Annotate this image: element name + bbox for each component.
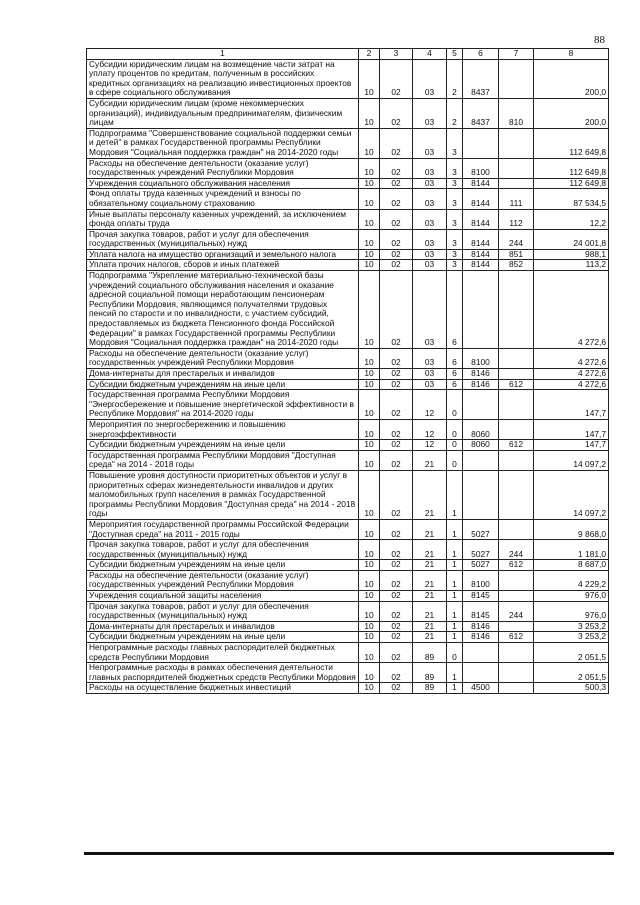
row-amount: 4 272,6 (534, 369, 609, 380)
code-expense-type (499, 470, 534, 519)
row-name: Мероприятия государственной программы Российской Федерации "Доступная среда" на 2011 - 2015 годы (87, 519, 359, 539)
row-amount: 14 097,2 (534, 450, 609, 470)
code-program: 03 (413, 209, 447, 229)
code-subsection: 02 (380, 601, 413, 621)
code-subsection: 02 (380, 348, 413, 368)
row-amount: 1 181,0 (534, 540, 609, 560)
row-amount: 2 051,5 (534, 643, 609, 663)
code-subprogram: 0 (447, 419, 463, 439)
code-subsection: 02 (380, 98, 413, 128)
col-header-6: 6 (463, 49, 499, 60)
row-name: Прочая закупка товаров, работ и услуг для обеспечения государственных (муниципальных) нужд (87, 601, 359, 621)
code-direction: 8144 (463, 249, 499, 260)
code-program: 12 (413, 390, 447, 420)
code-subprogram: 3 (447, 128, 463, 158)
code-program: 03 (413, 369, 447, 380)
code-subprogram: 1 (447, 591, 463, 602)
code-subsection: 02 (380, 560, 413, 571)
code-subsection: 02 (380, 189, 413, 209)
code-subsection: 02 (380, 643, 413, 663)
code-program: 03 (413, 379, 447, 390)
row-name: Подпрограмма "Совершенствование социальной поддержки семьи и детей" в рамках Государственной программы Республики Мордовия "Социальная поддержка граждан" на 2014-2020 годы (87, 128, 359, 158)
code-section: 10 (359, 519, 380, 539)
code-direction (463, 128, 499, 158)
code-expense-type (499, 450, 534, 470)
code-subprogram: 6 (447, 369, 463, 380)
code-section: 10 (359, 591, 380, 602)
code-subsection: 02 (380, 519, 413, 539)
table-row (87, 229, 609, 249)
table-row (87, 209, 609, 229)
row-name: Субсидии юридическим лицам на возмещение части затрат на уплату процентов по кредитам, полученным в российских кредитных организациях на реализацию инвестиционных проектов в сфере социального обслуживания (87, 59, 359, 98)
code-subprogram: 3 (447, 229, 463, 249)
code-expense-type (499, 59, 534, 98)
code-subprogram: 1 (447, 621, 463, 632)
row-name: Учреждения социального обслуживания населения (87, 178, 359, 189)
code-direction (463, 271, 499, 349)
row-name: Уплата прочих налогов, сборов и иных платежей (87, 260, 359, 271)
code-subsection: 02 (380, 419, 413, 439)
row-name: Государственная программа Республики Мордовия "Энергосбережение и повышение энергетической эффективности в Республике Мордовия" на 2014-2020 годы (87, 390, 359, 420)
code-direction: 4500 (463, 683, 499, 694)
code-subprogram: 1 (447, 601, 463, 621)
code-program: 03 (413, 178, 447, 189)
row-amount: 200,0 (534, 59, 609, 98)
code-subsection: 02 (380, 621, 413, 632)
row-amount: 2 051,5 (534, 663, 609, 683)
code-section: 10 (359, 683, 380, 694)
code-direction: 5027 (463, 519, 499, 539)
code-section: 10 (359, 260, 380, 271)
col-header-3: 3 (380, 49, 413, 60)
code-direction: 8145 (463, 601, 499, 621)
code-direction: 8144 (463, 178, 499, 189)
code-direction (463, 470, 499, 519)
code-section: 10 (359, 632, 380, 643)
row-name: Учреждения социальной защиты населения (87, 591, 359, 602)
table-row (87, 419, 609, 439)
row-amount: 4 272,6 (534, 379, 609, 390)
code-subprogram: 2 (447, 59, 463, 98)
code-expense-type (499, 683, 534, 694)
code-section: 10 (359, 369, 380, 380)
table-row (87, 189, 609, 209)
code-direction (463, 643, 499, 663)
code-subsection: 02 (380, 59, 413, 98)
row-name: Государственная программа Республики Мордовия "Доступная среда" на 2014 - 2018 годы (87, 450, 359, 470)
row-amount: 200,0 (534, 98, 609, 128)
col-header-4: 4 (413, 49, 447, 60)
row-name: Прочая закупка товаров, работ и услуг для обеспечения государственных (муниципальных) нужд (87, 229, 359, 249)
row-name: Расходы на осуществление бюджетных инвестиций (87, 683, 359, 694)
row-amount: 976,0 (534, 591, 609, 602)
code-subprogram: 3 (447, 189, 463, 209)
code-section: 10 (359, 470, 380, 519)
code-section: 10 (359, 419, 380, 439)
code-program: 21 (413, 570, 447, 590)
table-row (87, 519, 609, 539)
code-direction (463, 390, 499, 420)
code-expense-type: 852 (499, 260, 534, 271)
code-subprogram: 3 (447, 209, 463, 229)
code-subsection: 02 (380, 178, 413, 189)
code-subsection: 02 (380, 591, 413, 602)
code-direction: 8144 (463, 189, 499, 209)
code-subsection: 02 (380, 663, 413, 683)
code-subprogram: 1 (447, 470, 463, 519)
row-amount: 112 649,8 (534, 128, 609, 158)
table-row (87, 621, 609, 632)
code-direction: 8145 (463, 591, 499, 602)
table-row (87, 128, 609, 158)
code-subsection: 02 (380, 158, 413, 178)
code-section: 10 (359, 560, 380, 571)
code-expense-type (499, 271, 534, 349)
code-direction: 8060 (463, 440, 499, 451)
budget-table (86, 48, 609, 694)
table-row (87, 271, 609, 349)
code-program: 03 (413, 229, 447, 249)
row-amount: 9 868,0 (534, 519, 609, 539)
row-name: Субсидии юридическим лицам (кроме некоммерческих организаций), индивидуальным предпринимателям, физическим лицам (87, 98, 359, 128)
code-subsection: 02 (380, 229, 413, 249)
table-row (87, 440, 609, 451)
code-subprogram: 1 (447, 683, 463, 694)
code-subprogram: 0 (447, 450, 463, 470)
code-section: 10 (359, 59, 380, 98)
code-expense-type (499, 128, 534, 158)
code-program: 21 (413, 621, 447, 632)
table-row (87, 450, 609, 470)
row-name: Расходы на обеспечение деятельности (оказание услуг) государственных учреждений Республики Мордовия (87, 158, 359, 178)
row-name: Субсидии бюджетным учреждениям на иные цели (87, 440, 359, 451)
code-subprogram: 0 (447, 440, 463, 451)
code-program: 03 (413, 59, 447, 98)
code-subsection: 02 (380, 271, 413, 349)
table-row (87, 369, 609, 380)
code-program: 21 (413, 591, 447, 602)
table-row (87, 601, 609, 621)
code-subprogram: 1 (447, 540, 463, 560)
code-direction: 8437 (463, 59, 499, 98)
code-direction: 8146 (463, 632, 499, 643)
code-expense-type: 244 (499, 540, 534, 560)
code-direction: 8060 (463, 419, 499, 439)
code-subprogram: 3 (447, 249, 463, 260)
row-name: Расходы на обеспечение деятельности (оказание услуг) государственных учреждений Республики Мордовия (87, 348, 359, 368)
code-expense-type (499, 348, 534, 368)
code-direction: 8100 (463, 570, 499, 590)
code-program: 21 (413, 540, 447, 560)
code-direction: 8146 (463, 369, 499, 380)
code-expense-type: 612 (499, 379, 534, 390)
row-amount: 4 272,6 (534, 271, 609, 349)
bottom-rule (84, 852, 614, 855)
row-amount: 113,2 (534, 260, 609, 271)
table-row (87, 632, 609, 643)
row-amount: 4 272,6 (534, 348, 609, 368)
code-subsection: 02 (380, 249, 413, 260)
code-program: 21 (413, 450, 447, 470)
table-row (87, 260, 609, 271)
table-row (87, 683, 609, 694)
code-section: 10 (359, 601, 380, 621)
code-expense-type: 612 (499, 632, 534, 643)
code-section: 10 (359, 229, 380, 249)
code-program: 89 (413, 683, 447, 694)
code-section: 10 (359, 128, 380, 158)
code-expense-type (499, 158, 534, 178)
row-amount: 87 534,5 (534, 189, 609, 209)
header-row (87, 49, 609, 60)
code-section: 10 (359, 379, 380, 390)
table-row (87, 249, 609, 260)
row-amount: 112 649,8 (534, 158, 609, 178)
code-expense-type (499, 369, 534, 380)
code-program: 21 (413, 519, 447, 539)
code-expense-type (499, 178, 534, 189)
code-section: 10 (359, 570, 380, 590)
row-amount: 988,1 (534, 249, 609, 260)
code-subprogram: 6 (447, 271, 463, 349)
code-direction: 8144 (463, 209, 499, 229)
row-name: Подпрограмма "Укрепление материально-технической базы учреждений социального обслуживания населения и оказание адресной социальной помощи неработающим пенсионерам Республики Мордовия, являющимся получателями трудовых пенсий по старости и по инвалидности, с участием субсидий, предоставляемых из бюджета Пенсионного фонда Российской Федерации" в рамках Государственной программы Республики Мордовия "Социальная поддержка граждан" на 2014-2020 годы (87, 271, 359, 349)
code-expense-type (499, 591, 534, 602)
code-program: 03 (413, 260, 447, 271)
row-name: Непрограммные расходы главных распорядителей бюджетных средств Республики Мордовия (87, 643, 359, 663)
code-subprogram: 1 (447, 519, 463, 539)
code-section: 10 (359, 663, 380, 683)
code-expense-type: 244 (499, 229, 534, 249)
code-expense-type (499, 663, 534, 683)
code-section: 10 (359, 98, 380, 128)
row-amount: 147,7 (534, 390, 609, 420)
table-row (87, 643, 609, 663)
code-program: 89 (413, 643, 447, 663)
code-subsection: 02 (380, 440, 413, 451)
table-row (87, 158, 609, 178)
code-subprogram: 6 (447, 379, 463, 390)
col-header-7: 7 (499, 49, 534, 60)
table-row (87, 570, 609, 590)
code-program: 03 (413, 158, 447, 178)
code-subprogram: 3 (447, 178, 463, 189)
table-row (87, 390, 609, 420)
code-subsection: 02 (380, 540, 413, 560)
code-section: 10 (359, 348, 380, 368)
code-section: 10 (359, 440, 380, 451)
col-header-1: 1 (87, 49, 359, 60)
code-program: 89 (413, 663, 447, 683)
code-expense-type (499, 519, 534, 539)
code-direction: 8144 (463, 260, 499, 271)
table-body (87, 59, 609, 693)
code-subsection: 02 (380, 260, 413, 271)
code-subsection: 02 (380, 369, 413, 380)
row-amount: 24 001,8 (534, 229, 609, 249)
row-name: Субсидии бюджетным учреждениям на иные цели (87, 560, 359, 571)
code-program: 21 (413, 632, 447, 643)
code-direction: 8100 (463, 348, 499, 368)
code-section: 10 (359, 249, 380, 260)
table-row (87, 470, 609, 519)
code-direction: 8100 (463, 158, 499, 178)
code-program: 12 (413, 419, 447, 439)
row-name: Расходы на обеспечение деятельности (оказание услуг) государственных учреждений Республики Мордовия (87, 570, 359, 590)
code-program: 12 (413, 440, 447, 451)
row-amount: 500,3 (534, 683, 609, 694)
row-amount: 112 649,8 (534, 178, 609, 189)
code-section: 10 (359, 158, 380, 178)
code-subsection: 02 (380, 379, 413, 390)
code-expense-type (499, 419, 534, 439)
code-program: 03 (413, 189, 447, 209)
code-subprogram: 1 (447, 570, 463, 590)
col-header-8: 8 (534, 49, 609, 60)
code-section: 10 (359, 390, 380, 420)
code-subprogram: 2 (447, 98, 463, 128)
row-name: Иные выплаты персоналу казенных учреждений, за исключением фонда оплаты труда (87, 209, 359, 229)
table-row (87, 178, 609, 189)
code-section: 10 (359, 178, 380, 189)
code-program: 03 (413, 98, 447, 128)
code-direction: 5027 (463, 540, 499, 560)
code-program: 03 (413, 348, 447, 368)
code-section: 10 (359, 643, 380, 663)
code-program: 21 (413, 560, 447, 571)
row-name: Субсидии бюджетным учреждениям на иные цели (87, 632, 359, 643)
table-row (87, 663, 609, 683)
code-subprogram: 0 (447, 643, 463, 663)
row-amount: 3 253,2 (534, 621, 609, 632)
row-amount: 147,7 (534, 419, 609, 439)
code-expense-type: 244 (499, 601, 534, 621)
code-direction: 8437 (463, 98, 499, 128)
code-expense-type: 851 (499, 249, 534, 260)
table-row (87, 591, 609, 602)
table-row (87, 560, 609, 571)
code-direction: 8144 (463, 229, 499, 249)
code-program: 21 (413, 601, 447, 621)
row-name: Субсидии бюджетным учреждениям на иные цели (87, 379, 359, 390)
code-subsection: 02 (380, 209, 413, 229)
code-section: 10 (359, 540, 380, 560)
code-subprogram: 1 (447, 632, 463, 643)
row-amount: 12,2 (534, 209, 609, 229)
row-name: Дома-интернаты для престарелых и инвалидов (87, 621, 359, 632)
table-row (87, 59, 609, 98)
row-amount: 3 253,2 (534, 632, 609, 643)
code-section: 10 (359, 209, 380, 229)
row-name: Дома-интернаты для престарелых и инвалидов (87, 369, 359, 380)
code-direction: 5027 (463, 560, 499, 571)
code-subsection: 02 (380, 470, 413, 519)
code-section: 10 (359, 621, 380, 632)
code-section: 10 (359, 450, 380, 470)
code-expense-type (499, 570, 534, 590)
row-name: Уплата налога на имущество организаций и земельного налога (87, 249, 359, 260)
code-expense-type: 112 (499, 209, 534, 229)
row-name: Фонд оплаты труда казенных учреждений и взносы по обязательному социальному страхованию (87, 189, 359, 209)
row-name: Прочая закупка товаров, работ и услуг для обеспечения государственных (муниципальных) нужд (87, 540, 359, 560)
code-expense-type (499, 643, 534, 663)
code-direction (463, 450, 499, 470)
code-expense-type: 612 (499, 560, 534, 571)
code-program: 03 (413, 249, 447, 260)
code-section: 10 (359, 271, 380, 349)
code-subprogram: 3 (447, 260, 463, 271)
code-subsection: 02 (380, 390, 413, 420)
code-expense-type: 111 (499, 189, 534, 209)
code-subsection: 02 (380, 570, 413, 590)
code-subprogram: 3 (447, 158, 463, 178)
code-subprogram: 6 (447, 348, 463, 368)
row-name: Мероприятия по энергосбережению и повышению энергоэффективности (87, 419, 359, 439)
page-number: 88 (594, 34, 605, 46)
code-expense-type: 612 (499, 440, 534, 451)
col-header-5: 5 (447, 49, 463, 60)
code-subprogram: 1 (447, 663, 463, 683)
code-expense-type: 810 (499, 98, 534, 128)
row-amount: 147,7 (534, 440, 609, 451)
row-amount: 4 229,2 (534, 570, 609, 590)
code-direction: 8146 (463, 379, 499, 390)
row-name: Непрограммные расходы в рамках обеспечения деятельности главных распорядителей бюджетных средств Республики Мордовия (87, 663, 359, 683)
code-program: 03 (413, 128, 447, 158)
code-subprogram: 0 (447, 390, 463, 420)
code-expense-type (499, 621, 534, 632)
row-amount: 14 097,2 (534, 470, 609, 519)
code-direction: 8146 (463, 621, 499, 632)
row-name: Повышение уровня доступности приоритетных объектов и услуг в приоритетных сферах жизнедеятельности инвалидов и других маломобильных групп населения в рамках Государственной программы Республики Мордовия "Доступная среда" на 2014 - 2018 годы (87, 470, 359, 519)
col-header-2: 2 (359, 49, 380, 60)
code-subsection: 02 (380, 450, 413, 470)
code-program: 03 (413, 271, 447, 349)
code-program: 21 (413, 470, 447, 519)
row-amount: 976,0 (534, 601, 609, 621)
table-row (87, 540, 609, 560)
code-subprogram: 1 (447, 560, 463, 571)
code-subsection: 02 (380, 683, 413, 694)
code-subsection: 02 (380, 632, 413, 643)
table-row (87, 98, 609, 128)
row-amount: 8 687,0 (534, 560, 609, 571)
code-expense-type (499, 390, 534, 420)
table-row (87, 379, 609, 390)
code-subsection: 02 (380, 128, 413, 158)
code-section: 10 (359, 189, 380, 209)
table-row (87, 348, 609, 368)
code-direction (463, 663, 499, 683)
